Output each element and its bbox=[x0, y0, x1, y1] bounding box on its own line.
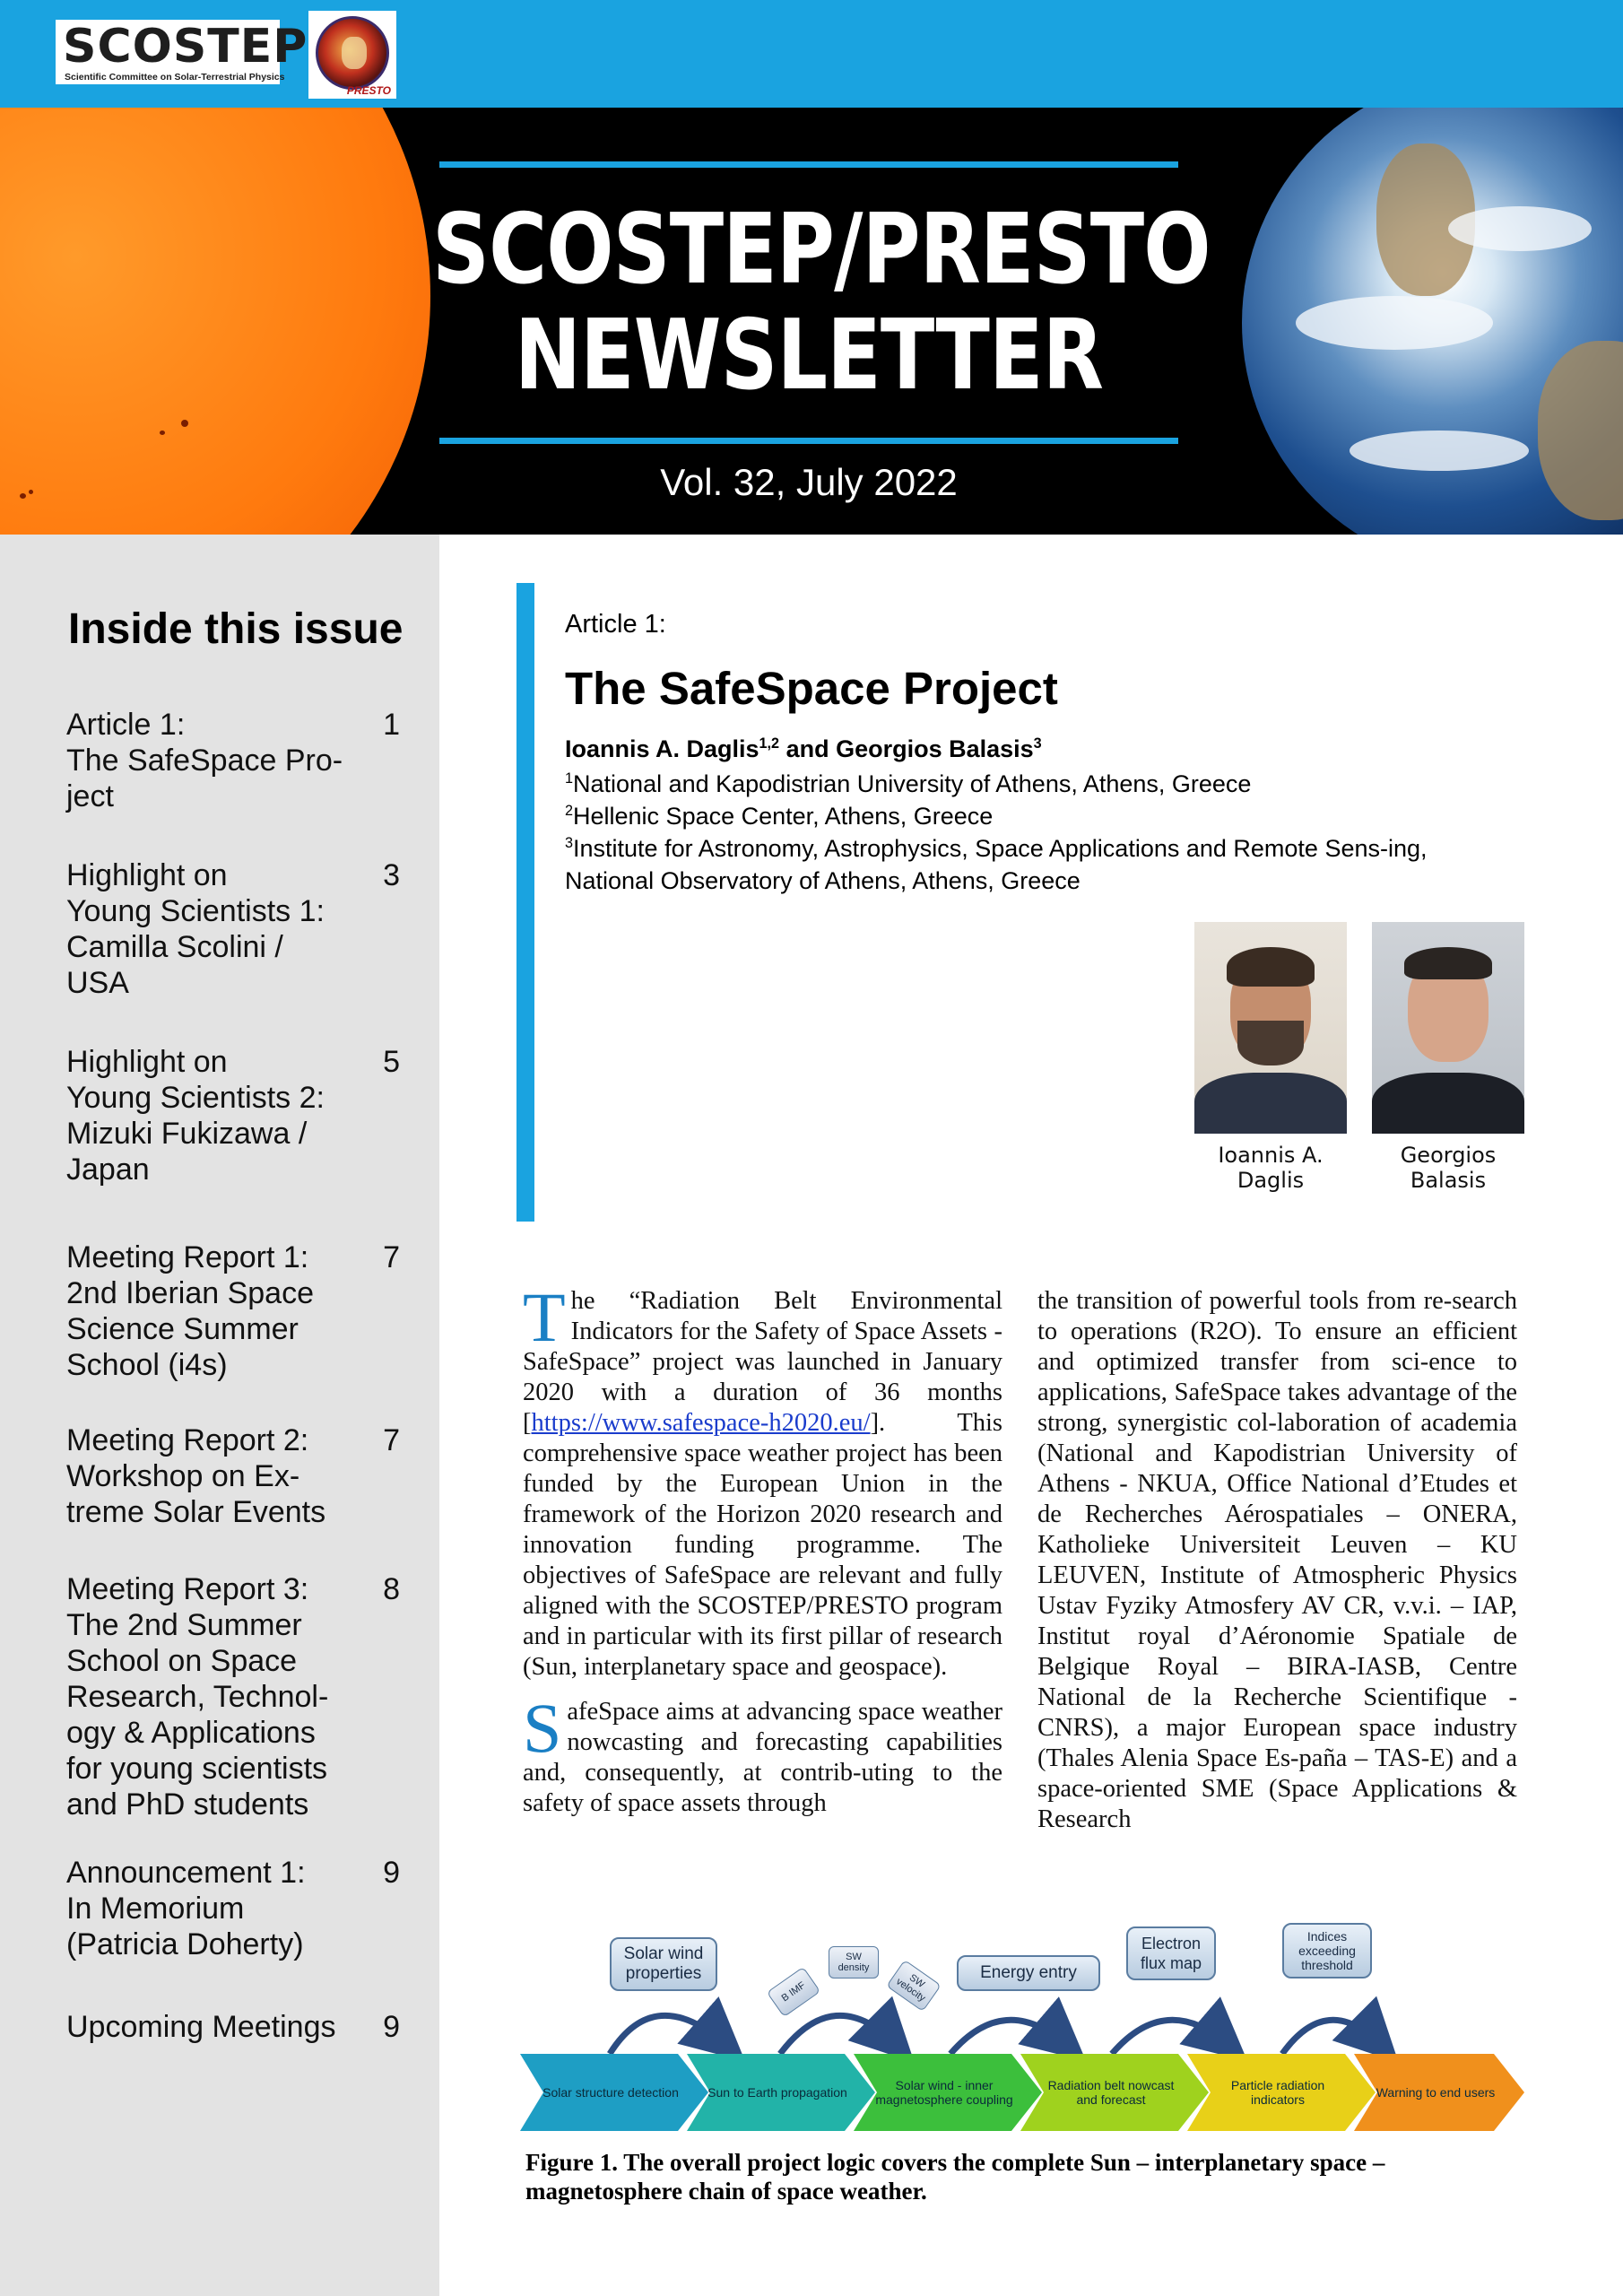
sun-image bbox=[0, 108, 430, 535]
caption-line: Balasis bbox=[1410, 1168, 1487, 1193]
figure-step-1 bbox=[520, 2054, 708, 2131]
article-label: Article 1: bbox=[565, 610, 666, 639]
figure-box-indices: Indices exceeding threshold bbox=[1282, 1923, 1372, 1979]
paragraph-text: ]. This comprehensive space weather project has been funded by the European Union in the framework of the Horizon 2020 research and innovation funding programme. The objectives of SafeSpace are relevant and fully aligned with the SCOSTEP/PRESTO program and in particular with its first pillar of research (Sun, interplanetary space and geospace). bbox=[523, 1409, 1002, 1681]
toc-item-upcoming-meetings[interactable] bbox=[66, 2009, 400, 2045]
article-body-left-column bbox=[523, 1278, 1002, 1833]
newsletter-title bbox=[432, 194, 1211, 412]
article-accent-bar bbox=[516, 583, 534, 1222]
toc-item-article-1[interactable] bbox=[66, 707, 400, 814]
project-website-link[interactable]: https://www.safespace-h2020.eu/ bbox=[531, 1409, 871, 1437]
toc-item-meeting-report-2[interactable] bbox=[66, 1422, 400, 1530]
step-label: Solar wind - inner magnetosphere coupling bbox=[875, 2078, 1013, 2107]
curved-arrow bbox=[1282, 2020, 1381, 2054]
toc-item-page: 7 bbox=[383, 1240, 400, 1274]
scostep-logo-subtitle: Scientific Committee on Solar-Terrestrial Physics bbox=[65, 72, 285, 83]
article-paragraph bbox=[523, 1689, 1002, 1819]
figure-tag-bimf: B IMF bbox=[767, 1967, 820, 2018]
top-logo-bar bbox=[0, 0, 1623, 108]
article-paragraph bbox=[523, 1278, 1002, 1683]
drop-cap: S bbox=[523, 1689, 562, 1767]
toc-item-text: Highlight on Young Scientists 2: Mizuki Fukizawa / Japan bbox=[66, 1045, 325, 1187]
article-paragraph: the transition of powerful tools from re-search to operations (R2O). To ensure an efficient and optimized transfer from sci-ence to applications, SafeSpace takes advantage of the strong, synergistic col-laboration of academia (National and Kapodistrian University of Athens - NKUA, Office National d’Etudes et de Recherches Aérospatiales – ONERA, Katholieke Universiteit Leuven – KU LEUVEN, Institute of Atmospheric Physics Ustav Fyziky Atmosfery AV CR, v.v.i. – IAP, Institut royal d’Aéronomie Spatiale de Belgique Royal – BIRA-IASB, Centre National de la Recherche Scientifique - CNRS), a major European space industry (Thales Alenia Space Es-paña – TAS-E) and a space-oriented SME (Space Applications & Research bbox=[1037, 1287, 1517, 1833]
author-photo-daglis bbox=[1194, 922, 1347, 1134]
toc-item-page: 9 bbox=[383, 1856, 400, 1890]
photo-beard bbox=[1237, 1021, 1304, 1065]
toc-title: Inside this issue bbox=[68, 605, 404, 653]
toc-item-highlight-1[interactable] bbox=[66, 857, 400, 1001]
photo-caption-daglis bbox=[1185, 1143, 1356, 1193]
figure-box-energy-entry: Energy entry bbox=[957, 1955, 1100, 1991]
toc-item-page: 3 bbox=[383, 858, 400, 892]
figure-box-solar-wind: Solar wind properties bbox=[610, 1937, 717, 1991]
sunspot bbox=[160, 430, 165, 435]
sunspot bbox=[20, 493, 26, 499]
newsletter-banner bbox=[0, 108, 1623, 535]
step-label: Warning to end users bbox=[1376, 2085, 1496, 2100]
toc-item-page: 5 bbox=[383, 1045, 400, 1079]
toc-item-page: 7 bbox=[383, 1423, 400, 1457]
step-label: Sun to Earth propagation bbox=[707, 2085, 847, 2100]
photo-body bbox=[1372, 1073, 1524, 1134]
earth-cloud bbox=[1350, 430, 1529, 471]
toc-item-page: 1 bbox=[383, 708, 400, 742]
figure-caption: Figure 1. The overall project logic covers the complete Sun – interplanetary space – magnetosphere chain of space weather. bbox=[525, 2149, 1385, 2205]
figure-box-electron-flux: Electron flux map bbox=[1126, 1926, 1216, 1980]
toc-item-meeting-report-3[interactable] bbox=[66, 1571, 400, 1822]
author-photo-balasis bbox=[1372, 922, 1524, 1134]
toc-item-text: Article 1: The SafeSpace Pro- ject bbox=[66, 708, 343, 813]
curved-arrow bbox=[780, 2015, 897, 2054]
toc-item-meeting-report-1[interactable] bbox=[66, 1239, 400, 1383]
curved-arrow bbox=[610, 2015, 726, 2054]
author-name: and Georgios Balasis bbox=[779, 735, 1034, 762]
toc-item-text: Meeting Report 2: Workshop on Ex- treme Solar Events bbox=[66, 1423, 326, 1529]
newsletter-title-line2: NEWSLETTER bbox=[514, 300, 1104, 412]
toc-item-text: Highlight on Young Scientists 1: Camilla Scolini / USA bbox=[66, 858, 325, 1000]
article-title: The SafeSpace Project bbox=[565, 663, 1058, 714]
affiliation-3 bbox=[565, 832, 1515, 897]
earth-cloud bbox=[1296, 296, 1493, 350]
affiliation-text: Institute for Astronomy, Astrophysics, Space Applications and Remote Sens-ing, National Observatory of Athens, Athens, Greece bbox=[565, 835, 1428, 894]
affiliation-marker: 2 bbox=[565, 803, 574, 819]
figure-step-6 bbox=[1354, 2054, 1524, 2131]
affiliation-text: Hellenic Space Center, Athens, Greece bbox=[573, 803, 994, 830]
photo-body bbox=[1194, 1073, 1347, 1134]
affiliation-1 bbox=[565, 768, 1515, 800]
toc-item-page: 9 bbox=[383, 2010, 400, 2044]
toc-item-highlight-2[interactable] bbox=[66, 1044, 400, 1187]
toc-item-text: Meeting Report 1: 2nd Iberian Space Science Summer School (i4s) bbox=[66, 1240, 314, 1382]
table-of-contents bbox=[0, 535, 439, 2296]
author-name: Ioannis A. Daglis bbox=[565, 735, 759, 762]
issue-volume: Vol. 32, July 2022 bbox=[660, 461, 958, 503]
banner-bottom-rule bbox=[439, 438, 1178, 444]
photo-hair bbox=[1227, 947, 1315, 987]
newsletter-title-line1: SCOSTEP/PRESTO bbox=[432, 194, 1211, 306]
figure-tag-sw-density: SW density bbox=[829, 1946, 879, 1979]
sunspot bbox=[181, 420, 188, 427]
scostep-logo[interactable] bbox=[56, 20, 308, 84]
affiliation-2 bbox=[565, 800, 1515, 832]
curved-arrow bbox=[950, 2020, 1067, 2054]
toc-item-text: Announcement 1: In Memorium (Patricia Doherty) bbox=[66, 1856, 306, 1961]
figure-step-2 bbox=[687, 2054, 875, 2131]
drop-cap: T bbox=[523, 1278, 566, 1356]
photo-hair bbox=[1404, 947, 1492, 979]
project-logic-figure bbox=[520, 1919, 1524, 2144]
author-affiliation-marker: 1,2 bbox=[759, 735, 780, 752]
toc-item-text: Upcoming Meetings bbox=[66, 2010, 336, 2044]
paragraph-text: he “Radiation Belt Environmental Indicators for the Safety of Space Assets - SafeSpace” project was launched in January 2020 with a duration of 36 months [ bbox=[523, 1287, 1002, 1437]
caption-line: Georgios bbox=[1400, 1143, 1497, 1168]
curved-arrow bbox=[1112, 2020, 1228, 2054]
toc-item-text: Meeting Report 3: The 2nd Summer School on Space Research, Technol- ogy & Applications for young scientists and PhD students bbox=[66, 1572, 329, 1822]
presto-logo[interactable] bbox=[308, 11, 396, 99]
figure-step-4 bbox=[1020, 2054, 1209, 2131]
caption-line: Ioannis A. bbox=[1218, 1143, 1324, 1168]
step-label: Particle radiation indicators bbox=[1230, 2078, 1325, 2107]
earth-image bbox=[1242, 108, 1623, 535]
affiliation-marker: 1 bbox=[565, 770, 574, 787]
figure-step-5 bbox=[1187, 2054, 1376, 2131]
step-label: Radiation belt nowcast and forecast bbox=[1047, 2078, 1175, 2107]
affiliation-marker: 3 bbox=[565, 835, 574, 851]
toc-item-announcement-1[interactable] bbox=[66, 1855, 400, 1962]
toc-item-page: 8 bbox=[383, 1572, 400, 1606]
presto-logo-label: PRESTO bbox=[346, 84, 391, 97]
article-authors bbox=[565, 735, 1042, 763]
article-body-right-column bbox=[1037, 1286, 1517, 1849]
presto-emblem-icon bbox=[316, 16, 389, 90]
earth-land bbox=[1538, 341, 1623, 520]
figure-tag-sw-velocity: SW velocity bbox=[886, 1960, 942, 2012]
scostep-logo-wordmark: SCOSTEP bbox=[63, 20, 308, 74]
photo-caption-balasis bbox=[1363, 1143, 1533, 1193]
affiliation-text: National and Kapodistrian University of Athens, Athens, Greece bbox=[573, 770, 1252, 797]
earth-cloud bbox=[1448, 206, 1592, 251]
caption-line: Daglis bbox=[1237, 1168, 1305, 1193]
banner-top-rule bbox=[439, 161, 1178, 168]
paragraph-text: afeSpace aims at advancing space weather nowcasting and forecasting capabilities and, consequently, at contrib-uting to the safety of space assets through bbox=[523, 1698, 1002, 1817]
author-affiliation-marker: 3 bbox=[1033, 735, 1042, 752]
step-label: Solar structure detection bbox=[542, 2085, 679, 2100]
sunspot bbox=[29, 490, 33, 494]
figure-step-3 bbox=[854, 2054, 1042, 2131]
